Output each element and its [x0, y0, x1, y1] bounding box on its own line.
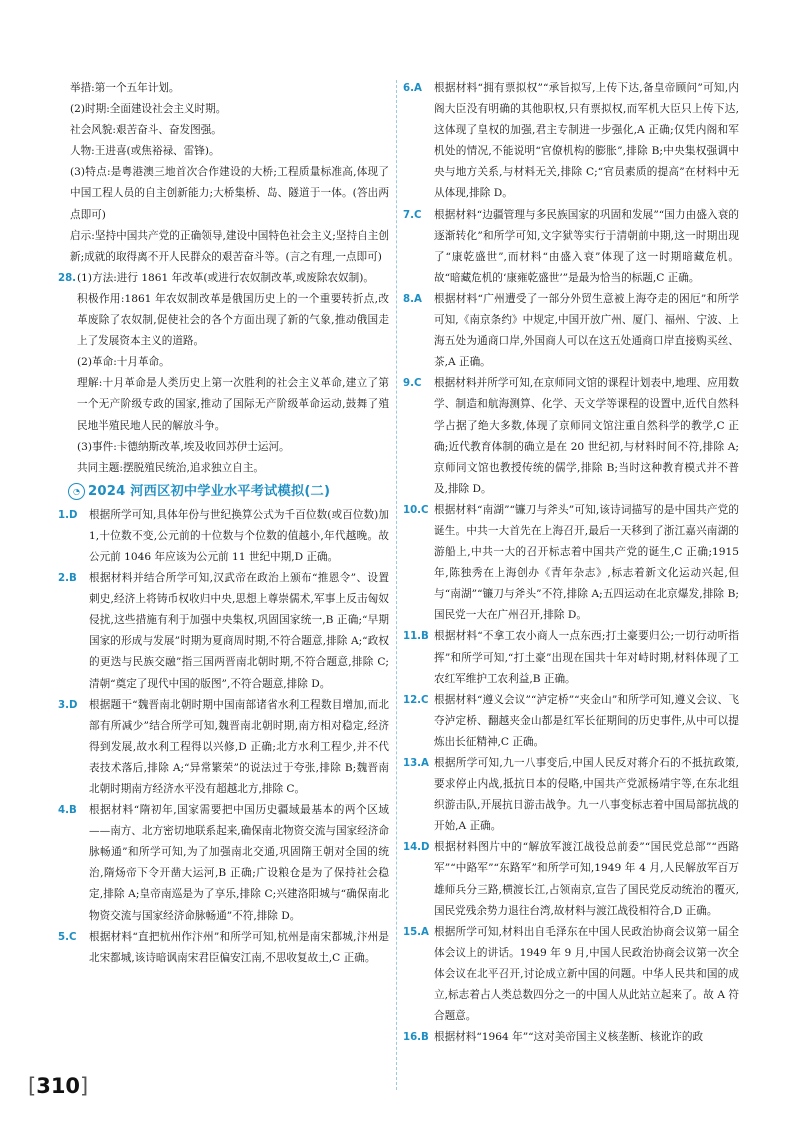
answer-number: 9.C: [403, 378, 422, 390]
answer-number: 14.D: [403, 842, 430, 854]
answer-text: 根据所学可知,九一八事变后,中国人民反对蒋介石的不抵抗政策,要求停止内战,抵抗日本的侵略,中国共产党派杨靖宇等,在东北组织游击队,开展抗日游击战争。九一八事变标志着中国局部抗战的开始,A 正确。: [434, 757, 739, 833]
answer-text: 共同主题:摆脱殖民统治,追求独立自主。: [77, 461, 265, 474]
answer-text: 根据材料“不拿工农小商人一点东西;打土豪要归公;一切行动听指挥”和所学可知,“打土豪”出现在国共十年对峙时期,材料体现了工农红军维护工农利益,B 正确。: [434, 630, 739, 685]
answer-item: [403, 500, 739, 627]
answer-number: 7.C: [403, 209, 422, 221]
answer-item: [58, 695, 389, 800]
answer-item: [58, 927, 389, 969]
answer-item: [58, 800, 389, 927]
answer-text: (1)方法:进行 1861 年改革(或进行农奴制改革,或废除农奴制)。: [77, 271, 374, 284]
answer-text: 社会风貌:艰苦奋斗、奋发图强。: [70, 124, 222, 137]
answer-number: 16.B: [403, 1032, 429, 1044]
answer-text: 根据材料“1964 年”“这对美帝国主义核垄断、核讹诈的政: [434, 1031, 704, 1044]
answer-text: 根据材料“南湖”“镰刀与斧头”可知,该诗词描写的是中国共产党的诞生。中共一大首先在上海召开,最后一天移到了浙江嘉兴南湖的游船上,中共一大的召开标志着中国共产党的诞生,C 正确;1915 年,陈独秀在上海创办《青年杂志》,标志着新文化运动兴起,但与“南湖”“镰刀与斧头”不符,排除 A;五四运动在北京爆发,排除 B;国民党一大在广州召开,排除 D。: [434, 503, 739, 622]
answer-text: 举措:第一个五年计划。: [70, 82, 180, 94]
answer-item: [58, 568, 389, 695]
answer-number: 13.A: [403, 758, 429, 769]
answer-number: 2.B: [58, 573, 77, 585]
section-title: 2024 河西区初中学业水平考试模拟(二): [88, 484, 331, 500]
answer-item: [403, 78, 739, 205]
answer-item: [403, 922, 739, 1027]
answer-item: [403, 753, 739, 837]
question-28: [58, 268, 389, 479]
answer-text: 根据题干“魏晋南北朝时期中国南部诸省水利工程数目增加,而北部有所减少”结合所学可知,魏晋南北朝时期,南方相对稳定,经济得到发展,故水利工程得以兴修,D 正确;北方水利工程少,并不代表技术落后,排除 A;“异常繁荣”的说法过于夸张,排除 B;魏晋南北朝时期南方经济水平没有超越北方,排除 C。: [89, 698, 389, 795]
answer-item: [403, 837, 739, 921]
answer-text: (3)事件:卡德纳斯改革,埃及收回苏伊士运河。: [77, 440, 290, 453]
answer-number: 5.C: [58, 931, 77, 943]
answer-text: 根据材料“拥有票拟权”“承旨拟写,上传下达,备皇帝顾问”可知,内阁大臣没有明确的其他职权,只有票拟权,而军机大臣只上传下达,这体现了皇权的加强,君主专制进一步强化,A 正确;仅凭内阁和军机处的情况,不能说明“官僚机构的膨胀”,排除 B;中央集权强调中央与地方关系,与材料无关,排除 C;“官员素质的提高”在材料中无从体现,排除 D。: [434, 82, 739, 200]
answer-text: 根据所学可知,材料出自毛泽东在中国人民政治协商会议第一届全体会议上的讲话。1949 年 9 月,中国人民政治协商会议第一次全体会议在北平召开,讨论成立新中国的问题。中华人民共和国的成立,标志着占人类总数四分之一的中国人从此站立起来了。故 A 符合题意。: [434, 925, 739, 1023]
answer-text: 积极作用:1861 年农奴制改革是俄国历史上的一个重要转折点,改革废除了农奴制,促使社会的各个方面出现了新的气象,推动俄国走上了发展资本主义的道路。: [77, 292, 389, 348]
answer-number: 11.B: [403, 631, 429, 643]
chart-circle-icon: ◔: [68, 483, 85, 500]
answer-number: 4.B: [58, 805, 77, 817]
column-divider: [396, 80, 397, 1090]
answer-number: 1.D: [58, 509, 78, 521]
answer-item: [403, 626, 739, 689]
answer-number: 10.C: [403, 504, 429, 516]
answer-number: 12.C: [403, 694, 429, 706]
left-column: [58, 78, 389, 969]
question-number: 28.: [58, 272, 77, 284]
answer-number: 6.A: [403, 83, 422, 94]
answer-text: 根据所学可知,具体年份与世纪换算公式为千百位数(或百位数)加 1,十位数不变,公元前的十位数与个位数的值越小,年代越晚。故公元前 1046 年应该为公元前 11 世纪中期,D 正确。: [89, 508, 389, 563]
answer-text: 根据材料并所学可知,在京师同文馆的课程计划表中,地理、应用数学、制造和航海测算、化学、天文学等课程的设置中,近代自然科学占据了绝大多数,体现了京师同文馆注重自然科学的教学,C 正确;近代教育体制的确立是在 20 世纪初,与材料时间不符,排除 A;京师同文馆也教授传统的儒学,排除 B;当时这种教育模式并不普及,排除 D。: [434, 377, 739, 495]
answer-item: [403, 289, 739, 373]
answer-number: 8.A: [403, 293, 422, 305]
answer-item: [403, 373, 739, 500]
answer-item: [403, 205, 739, 289]
page-number: [310]: [28, 1074, 89, 1098]
answer-text: 根据材料“遵义会议”“泸定桥”“夹金山”和所学可知,遵义会议、飞夺泸定桥、翻越夹金山都是红军长征期间的历史事件,从中可以提炼出长征精神,C 正确。: [434, 693, 739, 748]
answer-item: [403, 690, 739, 753]
answer-item: [403, 1027, 739, 1048]
section-heading: [58, 481, 389, 503]
answer-text: 理解:十月革命是人类历史上第一次胜利的社会主义革命,建立了第一个无产阶级专政的国家,推动了国际无产阶级革命运动,鼓舞了殖民地半殖民地人民的解放斗争。: [77, 377, 389, 432]
answer-text: 根据材料并结合所学可知,汉武帝在政治上颁布“推恩令”、设置刺史,经济上将铸币权收归中央,思想上尊崇儒术,军事上反击匈奴侵扰,这些措施有利于加强中央集权,巩固国家统一,B 正确;“早期国家的形成与发展”时期为夏商周时期,不符合题意,排除 A;“政权的更迭与民族交融”指三国两晋南北朝时期,不符合题意,排除 C;清朝“奠定了现代中国的版图”,不符合题意,排除 D。: [89, 572, 389, 690]
right-column: [403, 78, 739, 1048]
answer-text: 根据材料图片中的“解放军渡江战役总前委”“国民党总部”“西路军”“中路军”“东路军”和所学可知,1949 年 4 月,人民解放军百万雄师兵分三路,横渡长江,占领南京,宣告了国民党反动统治的覆灭,国民党残余势力退往台湾,故材料与渡江战役相符合,D 正确。: [434, 841, 739, 917]
answer-item: [58, 505, 389, 568]
answer-text: 根据材料“直把杭州作汴州”和所学可知,杭州是南宋都城,汴州是北宋都城,该诗暗讽南宋君臣偏安江南,不思收复故土,C 正确。: [89, 930, 389, 964]
page-number-text: 310: [36, 1074, 81, 1098]
answer-text: 根据材料“边疆管理与多民族国家的巩固和发展”“国力由盛入衰的逐渐转化”和所学可知,文字狱等实行于清朝前中期,这一时期出现了“康乾盛世”,而材料“由盛入衰”体现了这一时期暗藏危机。故“暗藏危机的‘康雍乾盛世’”是最为恰当的标题,C 正确。: [434, 208, 739, 284]
answer-text: (2)时期:全面建设社会主义时期。: [70, 103, 227, 116]
answer-number: 3.D: [58, 699, 78, 711]
answer-text: 人物:王进喜(或焦裕禄、雷锋)。: [70, 145, 220, 158]
answer-number: 15.A: [403, 926, 429, 938]
answer-text: (2)革命:十月革命。: [77, 356, 170, 369]
answer-text: 启示:坚持中国共产党的正确领导,建设中国特色社会主义;坚持自主创新;成就的取得离不开人民群众的艰苦奋斗等。(言之有理,一点即可): [70, 229, 389, 263]
answer-text: (3)特点:是粤港澳三地首次合作建设的大桥;工程质量标准高,体现了中国工程人员的自主创新能力;大桥集桥、岛、隧道于一体。(答出两点即可): [70, 166, 389, 221]
answer-text: 根据材料“隋初年,国家需要把中国历史疆域最基本的两个区域——南方、北方密切地联系起来,确保南北物资交流与国家经济命脉畅通”和所学可知,为了加强南北交通,巩固隋王朝对全国的统治,隋炀帝下令开凿大运河,B 正确;广设粮仓是为了保持社会稳定,排除 A;皇帝南巡是为了享乐,排除 C;兴建洛阳城与“确保南北物资交流与国家经济命脉畅通”不符,排除 D。: [89, 804, 389, 922]
answer-text: 根据材料“广州遭受了一部分外贸生意被上海夺走的困厄”和所学可知,《南京条约》中规定,中国开放广州、厦门、福州、宁波、上海五处为通商口岸,外国商人可以在这五处通商口岸直接购买丝、茶,A 正确。: [434, 292, 739, 369]
